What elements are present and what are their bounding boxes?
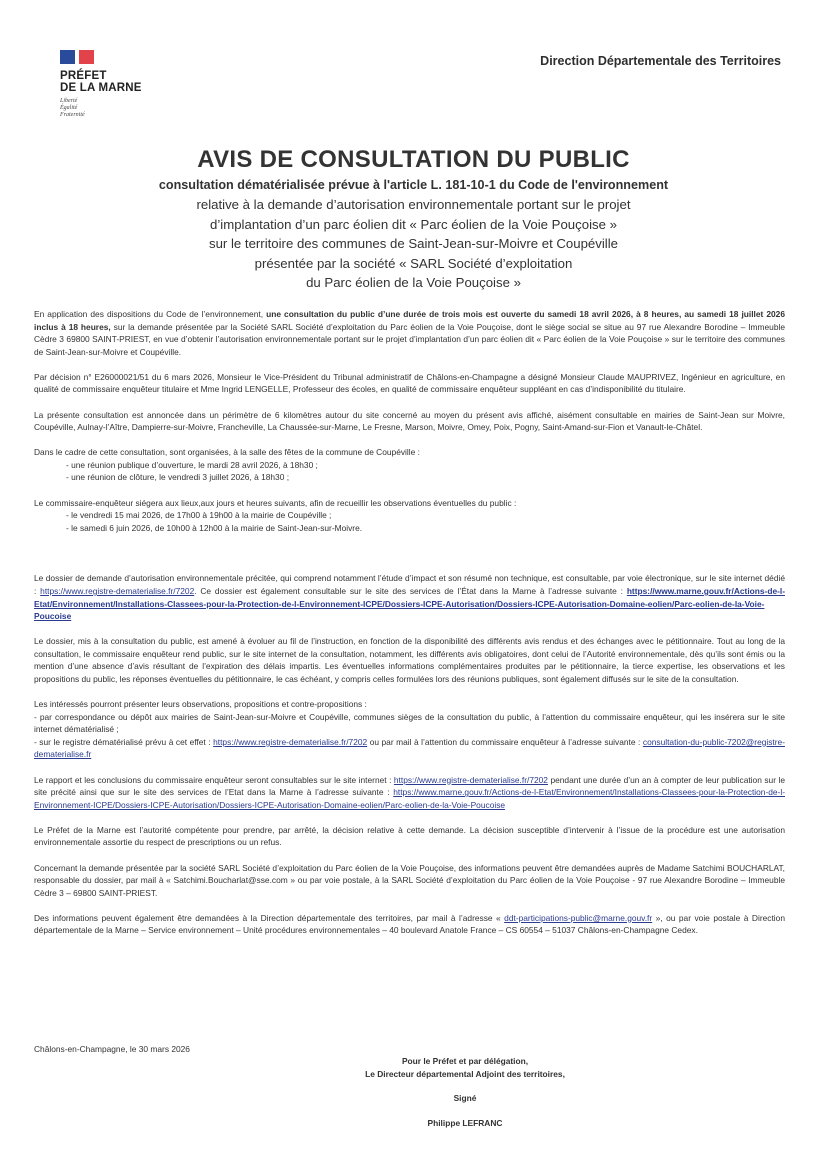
logo-line-1: PRÉFET [60, 70, 107, 82]
motto-fraternite: Fraternité [60, 112, 85, 118]
french-flag-icon [60, 50, 94, 64]
subtitle-line: d’implantation d’un parc éolien dit « Parc éolien de la Voie Pouçoise » [210, 216, 617, 232]
marne-gouv-link[interactable]: https://www.marne.gouv.fr/Actions-de-l-Etat/Environnement/Installations-Classees-pour-la-Protection-de-l-Environnement-ICPE/Dossiers-ICPE-Autorisation/Dossiers-ICPE-Autorisation-Domaine-eolien/Parc-eolien-de-la-Voie-Poucoise [34, 787, 785, 810]
paragraph-evolution: Le dossier, mis à la consultation du public, est amené à évoluer au fil de l’instruction, en fonction de la disponibilité des différents avis rendus et des échanges avec le pétitionnaire. Tout au long de la consultation, le commissaire enquêteur rend public, sur le site internet de la consultation, notamment, les différents avis obligatoires, dont celui de l’Autorité environnementale, dès qu’ils sont émis ou la mention d’une absence d’avis résultant de l’expiration des délais impartis. Les éventuelles informations complémentaires produites par le pétitionnaire, la tierce expertise, les observations et les propositions du public, les réponses éventuelles du pétitionnaire, le cas échéant, y compris celles formulées lors des réunions publiques, sont également diffusés sur le site de la consultation. [34, 636, 785, 684]
subtitle-line: sur le territoire des communes de Saint-Jean-sur-Moivre et Coupéville [209, 236, 618, 251]
notice-body [34, 308, 785, 949]
signature-block [300, 1055, 630, 1129]
signature-signed: Signé [453, 1093, 477, 1104]
consultation-email-link[interactable]: consultation-du-public-7202@registre-dematerialise.fr [34, 736, 785, 760]
page-title: AVIS DE CONSULTATION DU PUBLIC [197, 146, 630, 173]
paragraph-applicant-contact: Concernant la demande présentée par la société SARL Société d’exploitation du Parc éolien de la Voie Pouçoise, des informations peuvent être demandées auprès de Madame Satchimi BOUCHARLAT, responsable du dossier, par mail à « Satchimi.Boucharlat@sse.com » ou par voie postale, à la SARL Société d’exploitation du Parc éolien de la Voie Pouçoise - 97 rue Alexandre Borodine – Immeuble Cèdre 3 – 69800 SAINT-PRIEST. [34, 862, 785, 898]
subtitle-line: relative à la demande d’autorisation environnementale portant sur le projet [196, 197, 631, 212]
observation-item: - par correspondance ou dépôt aux mairies de Saint-Jean-sur-Moivre et Coupéville, communes sièges de la consultation du public, à l’attention du commissaire enquêteur, qui les insérera sur le site internet dématérialisé ; [34, 711, 785, 735]
signature-line-1: Pour le Préfet et par délégation, [401, 1056, 529, 1066]
meeting-item: - une réunion de clôture, le vendredi 3 juillet 2026, à 18h30 ; [66, 472, 290, 483]
ddt-email-link[interactable]: ddt-participations-public@marne.gouv.fr [504, 912, 653, 923]
department-name: Direction Départementale des Territoires [540, 54, 781, 68]
motto-egalite: Égalité [60, 105, 78, 111]
marne-gouv-link[interactable]: https://www.marne.gouv.fr/Actions-de-l-Etat/Environnement/Installations-Classees-pour-la-Protection-de-l-Environnement-ICPE/Dossiers-ICPE-Autorisation/Dossiers-ICPE-Autorisation-Domaine-eolien/Parc-eolien-de-la-Voie-Poucoise [34, 585, 786, 622]
city-date: Châlons-en-Champagne, le 30 mars 2026 [34, 1044, 190, 1054]
subtitle-line: présentée par la société « SARL Société d’exploitation [254, 255, 573, 271]
motto-liberte: Liberté [60, 98, 78, 104]
meeting-item: - une réunion publique d’ouverture, le mardi 28 avril 2026, à 18h30 ; [66, 459, 318, 470]
paragraph-report: Le rapport et les conclusions du commissaire enquêteur seront consultables sur le site internet : https://www.registre-dematerialise.fr/7202 pendant une durée d’un an à compter de leur publication sur le site précité ainsi que sur le site des services de l’Etat dans la Marne à l’adresse suivante : https://www.marne.gouv.fr/Actions-de-l-Etat/Environnement/Installations-Classees-pour-la-Protection-de-l-Environnement-ICPE/Dossiers-ICPE-Autorisation/Dossiers-ICPE-Autorisation-Domaine-eolien/Parc-eolien-de-la-Voie-Poucoise [34, 774, 785, 810]
signature-line-2: Le Directeur départemental Adjoint des territoires, [365, 1068, 565, 1079]
signatory-name: Philippe LEFRANC [427, 1117, 503, 1128]
republic-motto [60, 98, 142, 119]
prefecture-logo [60, 50, 142, 119]
subtitle-legal-reference: consultation dématérialisée prévue à l'article L. 181-10-1 du Code de l'environnement [158, 178, 669, 192]
registre-link[interactable]: https://www.registre-dematerialise.fr/7202 [393, 774, 548, 785]
permanence-item: - le vendredi 15 mai 2026, de 17h00 à 19h00 à la mairie de Coupéville ; [66, 510, 332, 521]
paragraph-meetings: Dans le cadre de cette consultation, sont organisées, à la salle des fêtes de la commune de Coupéville : - une réunion publique d’ouverture, le mardi 28 avril 2026, à 18h30 ; - une réunion de clôture, le vendredi 3 juillet 2026, à 18h30 ; [34, 446, 785, 484]
paragraph-observations: Les intéressés pourront présenter leurs observations, propositions et contre-propositions : - par correspondance ou dépôt aux mairies de Saint-Jean-sur-Moivre et Coupéville, communes sièges de la consultation du public, à l’attention du commissaire enquêteur, qui les insérera sur le site internet dématérialisé ; - sur le registre dématérialisé prévu à cet effet : https://www.registre-dematerialise.fr/7202 ou par mail à l’attention du commissaire enquêteur à l’adresse suivante : consultation-du-public-7202@registre-dematerialise.fr [34, 699, 785, 760]
title-block [0, 144, 827, 293]
registre-link[interactable]: https://www.registre-dematerialise.fr/7202 [213, 736, 368, 747]
consultation-dates: une consultation du public d’une durée de trois mois est ouverte du samedi 18 avril 2026, à 8 heures, au samedi 18 juillet 2026 inclus à 18 heures, [34, 309, 786, 332]
paragraph-commissioner: Par décision n° E26000021/51 du 6 mars 2026, Monsieur le Vice-Président du Tribunal administratif de Châlons-en-Champagne a désigné Monsieur Claude MAUPRIVEZ, Ingénieur en agriculture, en qualité de commissaire enquêteur titulaire et Mme Ingrid LENGELLE, Professeur des écoles, en qualité de commissaire enquêteur suppléant en cas d’indisponibilité du titulaire. [34, 371, 785, 395]
paragraph-opening: En application des dispositions du Code de l’environnement, une consultation du public d’une durée de trois mois est ouverte du samedi 18 avril 2026, à 8 heures, au samedi 18 juillet 2026 inclus à 18 heures, sur la demande présentée par la Société SARL Société d’exploitation du Parc éolien de la Voie Pouçoise, dont le siège social se situe au 97 rue Alexandre Borodine – Immeuble Cèdre 3 69800 SAINT-PRIEST, en vue d’obtenir l’autorisation environnementale portant sur le projet d’implantation d’un parc éolien dit « Parc éolien de la Voie Pouçoise » sur le territoire des communes de Saint-Jean-sur-Moivre et Coupéville. [34, 309, 786, 357]
paragraph-perimeter: La présente consultation est annoncée dans un périmètre de 6 kilomètres autour du site concerné au moyen du présent avis affiché, aisément consultable en mairies de Saint-Jean sur Moivre, Coupéville, Aulnay-l’Aître, Dampierre-sur-Moivre, Francheville, La Chaussée-sur-Marne, Le Fresne, Marson, Moivre, Omey, Poix, Pogny, Saint-Amand-sur-Fion et Vanault-le-Châtel. [34, 409, 785, 433]
paragraph-dossier: Le dossier de demande d’autorisation environnementale précitée, qui comprend notamment l’étude d’impact et son résumé non technique, est consultable, par voie électronique, sur le site internet dédié : https://www.registre-dematerialise.fr/7202. Ce dossier est également consultable sur le site des services de l’État dans la Marne à l’adresse suivante : https://www.marne.gouv.fr/Actions-de-l-Etat/Environnement/Installations-Classees-pour-la-Protection-de-l-Environnement-ICPE/Dossiers-ICPE-Autorisation/Dossiers-ICPE-Autorisation-Domaine-eolien/Parc-eolien-de-la-Voie-Poucoise [34, 573, 786, 622]
logo-line-2: DE LA MARNE [60, 82, 142, 94]
paragraph-permanences: Le commissaire-enquêteur siégera aux lieux,aux jours et heures suivants, afin de recueillir les observations éventuelles du public : - le vendredi 15 mai 2026, de 17h00 à 19h00 à la mairie de Coupéville ; - le samedi 6 juin 2026, de 10h00 à 12h00 à la mairie de Saint-Jean-sur-Moivre. [34, 497, 785, 535]
permanence-item: - le samedi 6 juin 2026, de 10h00 à 12h00 à la mairie de Saint-Jean-sur-Moivre. [66, 522, 363, 533]
subtitle-line: du Parc éolien de la Voie Pouçoise » [306, 275, 521, 290]
paragraph-authority: Le Préfet de la Marne est l’autorité compétente pour prendre, par arrêté, la décision relative à cette demande. La décision susceptible d’intervenir à l’issue de la procédure est une autorisation environnementale assortie du respect de prescriptions ou un refus. [34, 824, 785, 848]
paragraph-ddt-contact: Des informations peuvent également être demandées à la Direction départementale des territoires, par mail à l’adresse « ddt-participations-public@marne.gouv.fr », ou par voie postale à Direction départementale de la Marne – Service environnement – Unité procédures environnementales – 40 boulevard Anatole France – CS 60554 – 51037 Châlons-en-Champagne Cedex. [34, 912, 785, 936]
registre-link[interactable]: https://www.registre-dematerialise.fr/7202 [40, 585, 195, 596]
